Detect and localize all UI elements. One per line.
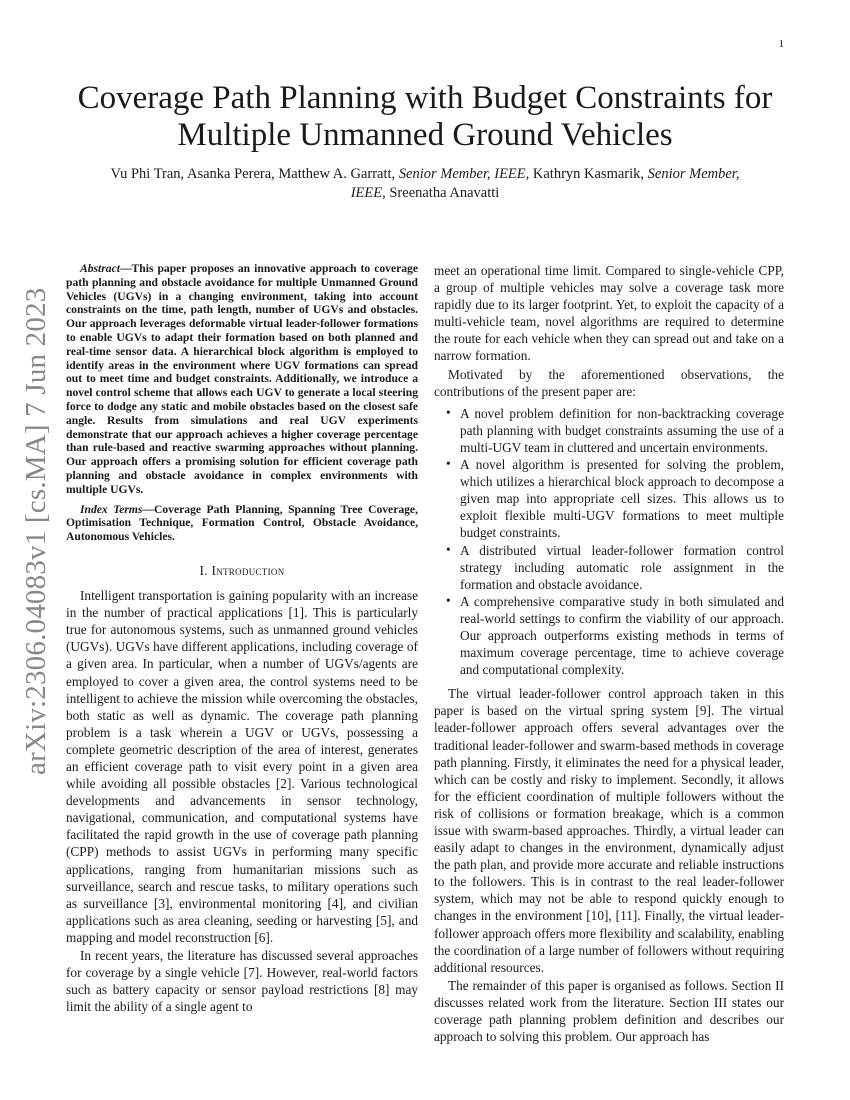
intro-paragraph-3: Motivated by the aforementioned observations, the contributions of the present paper are: <box>434 366 784 399</box>
intro-paragraph-5: The remainder of this paper is organised as follows. Section II discusses related work from the literature. Section III states our coverage path planning problem definition and describes our approach to solving this problem. Our approach has <box>434 977 784 1045</box>
intro-paragraph-2: In recent years, the literature has discussed several approaches for coverage by a single vehicle [7]. However, real-world factors such as battery capacity or sensor payload restrictions [8] may limit the ability of a single agent to <box>66 948 418 1015</box>
bullet-icon: • <box>446 541 451 557</box>
paper-title: Coverage Path Planning with Budget Constraints for Multiple Unmanned Ground Vehicles <box>77 80 773 153</box>
section-heading-introduction <box>66 562 418 579</box>
list-item <box>434 405 784 456</box>
section-title: Introduction <box>211 562 285 578</box>
bullet-icon: • <box>446 456 451 472</box>
intro-paragraph-4: The virtual leader-follower control approach taken in this paper is based on the virtual spring system [9]. The virtual leader-follower approach offers several advantages over the traditional leader-follower and swarm-based methods in coverage path planning. Firstly, it eliminates the need for a physical leader, which can be costly and risky to implement. Secondly, it allows for the efficient coordination of multiple followers without the risk of collisions or formation breakage, which is a common issue with swarm-based approaches. Thirdly, a virtual leader can easily adapt to changes in the environment, dynamically adjust the path plan, and provide more accurate and reliable instructions to the followers. This is in contrast to the real leader-follower system, which may not be able to respond quickly enough to changes in the environment [10], [11]. Finally, the virtual leader-follower approach offers more flexibility and scalability, enabling the coordination of a large number of followers without requiring additional resources. <box>434 686 784 975</box>
abstract-label: Abstract <box>80 262 120 275</box>
index-terms <box>66 503 418 544</box>
contribution-text: A distributed virtual leader-follower formation control strategy including automatic role assignment in the formation and obstacle avoidance. <box>460 542 784 592</box>
intro-paragraph-2-continued: meet an operational time limit. Compared to single-vehicle CPP, a group of multiple vehicles may solve a coverage task more rapidly due to its larger footprint. Yet, to exploit the capacity of a multi-vehicle team, novel algorithms are required to determine the route for each vehicle when they can spread out and take on a narrow formation. <box>434 263 784 364</box>
bullet-icon: • <box>446 592 451 608</box>
page-number: 1 <box>778 38 784 50</box>
contribution-text: A comprehensive comparative study in both simulated and real-world settings to confirm the viability of our approach. Our approach outperforms existing methods in terms of maximum coverage percentage, time to achieve coverage and computational complexity. <box>460 593 784 678</box>
section-numeral: I. <box>199 562 212 578</box>
author-role-1: Senior Member, IEEE <box>398 166 526 182</box>
author-role-2: Senior Member, IEEE <box>350 166 740 201</box>
contribution-text: A novel problem definition for non-backtracking coverage path planning with budget constraints assuming the use of a multi-UGV team in cluttered and uncertain environments. <box>460 405 784 455</box>
author-names-1: Vu Phi Tran, Asanka Perera, Matthew A. Garratt, <box>110 166 399 182</box>
right-column <box>434 262 784 1045</box>
left-column <box>66 262 418 1015</box>
author-names-2: , Kathryn Kasmarik, <box>525 166 648 182</box>
index-terms-label: Index Terms <box>80 502 143 516</box>
abstract <box>66 262 418 497</box>
intro-paragraph-1: Intelligent transportation is gaining popularity with an increase in the number of practical applications [1]. This is particularly true for autonomous systems, such as unmanned ground vehicles (UGVs). UGVs have different applications, including coverage of a given area. In particular, when a number of UGVs/agents are employed to cover a given area, the control systems need to be intelligent to achieve the mission while overcoming the obstacles, both static as well as dynamic. The coverage path planning problem is a task wherein a UGV or UGVs, possessing a complete geometric description of the area of interest, generates an efficient coverage path to visit every point in a given area while avoiding all possible obstacles [2]. Various technological developments and advancements in sensor technology, navigational, communication, and computational systems have facilitated the rapid growth in the use of coverage path planning (CPP) methods to assist UGVs in performing many specific applications, ranging from humanitarian missions such as surveillance, search and rescue tasks, to military operations such as surveillance [3], environmental monitoring [4], and civilian applications such as area cleaning, seeding or harvesting [5], and mapping and model reconstruction [6]. <box>66 588 418 945</box>
author-names-3: , Sreenatha Anavatti <box>382 185 500 201</box>
abstract-text: —This paper proposes an innovative approach to coverage path planning and obstacle avoidance for multiple Unmanned Ground Vehicles (UGVs) in a changing environment, taking into account constraints on the time, path length, number of UGVs and obstacles. Our approach leverages deformable virtual leader-follower formations to enable UGVs to adapt their formation based on both planned and real-time sensor data. A hierarchical block algorithm is employed to identify areas in the environment where UGV formations can spread out to meet time and budget constraints. Additionally, we introduce a novel control scheme that allows each UGV to generate a local steering force to dodge any static and mobile obstacles based on the closest safe angle. Results from simulations and real UGV experiments demonstrate that our approach achieves a higher coverage percentage than rule-based and reactive swarming approaches without planning. Our approach offers a promising solution for efficient coverage path planning and obstacle avoidance in complex environments with multiple UGVs. <box>66 262 418 496</box>
arxiv-stamp[interactable]: arXiv:2306.04083v1 [cs.MA] 7 Jun 2023 <box>20 287 52 775</box>
index-terms-text: —Coverage Path Planning, Spanning Tree Coverage, Optimisation Technique, Formation Control, Obstacle Avoidance, Autonomous Vehicles. <box>66 502 418 544</box>
contribution-text: A novel algorithm is presented for solving the problem, which utilizes a hierarchical block approach to decompose a given map into appropriate cell sizes. This allows us to exploit flexible multi-UGV formations to meet multiple budget constraints. <box>460 457 784 541</box>
list-item <box>434 542 784 593</box>
bullet-icon: • <box>446 404 451 420</box>
list-item <box>434 456 784 541</box>
list-item <box>434 593 784 678</box>
author-list <box>100 165 750 203</box>
contribution-list <box>434 405 784 679</box>
